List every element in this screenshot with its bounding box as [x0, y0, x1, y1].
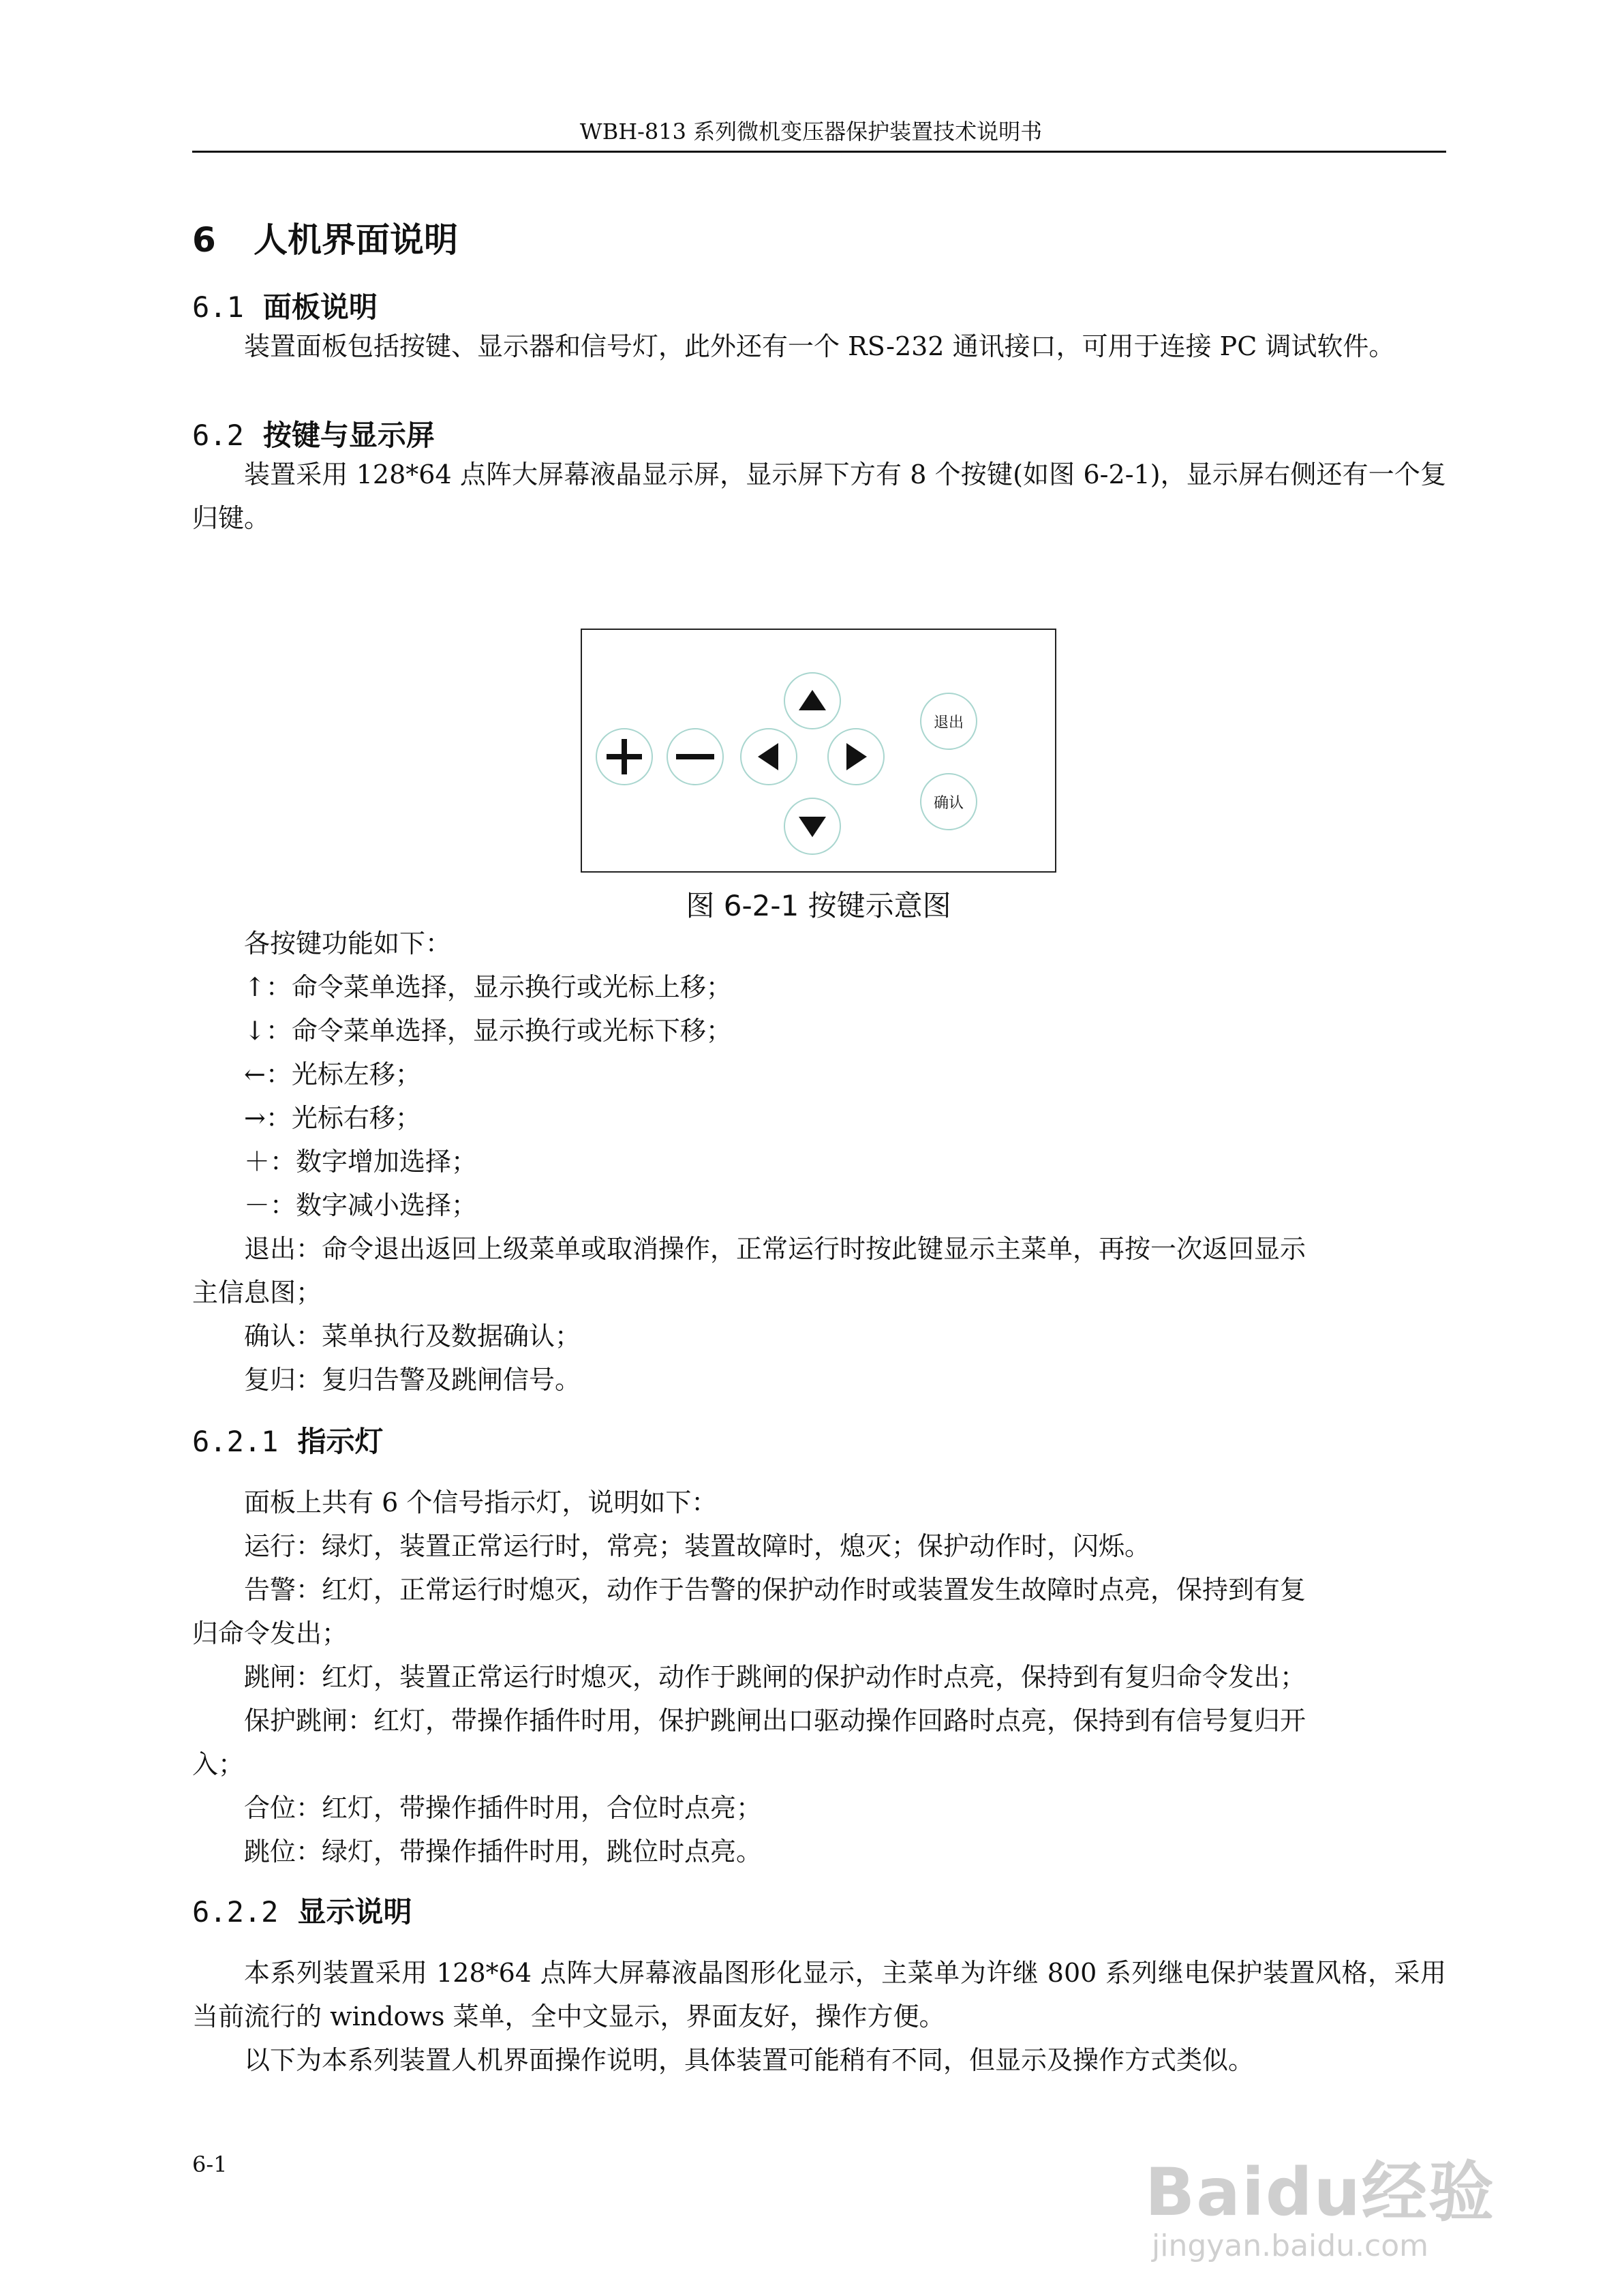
key-function-plus: ＋：数字增加选择； [244, 1147, 478, 1177]
key-function-exit-cont: 主信息图； [192, 1278, 322, 1308]
key-function-exit: 退出：命令退出返回上级菜单或取消操作，正常运行时按此键显示主菜单，再按一次返回显示 [244, 1234, 1306, 1264]
section-title: 指示灯 [297, 1425, 384, 1458]
indicator-open: 跳位：绿灯，带操作插件时用，跳位时点亮。 [244, 1837, 763, 1867]
right-key [827, 728, 885, 785]
key-function-up: ↑：命令菜单选择，显示换行或光标上移； [244, 972, 732, 1002]
section-6-2-heading [192, 413, 435, 454]
watermark-brand: Baidu经验 [1145, 2154, 1495, 2231]
indicator-run: 运行：绿灯，装置正常运行时，常亮；装置故障时，熄灭；保护动作时，闪烁。 [244, 1531, 1151, 1561]
figure-caption: 图 6-2-1 按键示意图 [686, 889, 951, 922]
section-title: 显示说明 [297, 1895, 412, 1929]
keypad-figure [581, 629, 1056, 873]
down-key [784, 798, 841, 855]
indicator-alarm: 告警：红灯，正常运行时熄灭，动作于告警的保护动作时或装置发生故障时点亮，保持到有复 [244, 1575, 1306, 1605]
indicator-protection-trip: 保护跳闸：红灯，带操作插件时用，保护跳闸出口驱动操作回路时点亮，保持到有信号复归开 [244, 1706, 1306, 1736]
arrow-up-icon [785, 674, 840, 728]
display-description-note: 以下为本系列装置人机界面操作说明，具体装置可能稍有不同，但显示及操作方式类似。 [244, 2045, 1255, 2075]
section-title: 按键与显示屏 [262, 419, 435, 452]
exit-key-label: 退出 [933, 714, 964, 731]
key-function-down: ↓：命令菜单选择，显示换行或光标下移； [244, 1016, 732, 1046]
chapter-title: 人机界面说明 [254, 220, 458, 260]
left-key [740, 728, 797, 785]
section-6-2-1-heading [192, 1419, 383, 1460]
arrow-right-icon [829, 729, 883, 784]
section-title: 面板说明 [262, 290, 378, 324]
indicator-closed: 合位：红灯，带操作插件时用，合位时点亮； [244, 1793, 763, 1823]
arrow-down-icon [785, 799, 840, 854]
header-title: WBH-813 系列微机变压器保护装置技术说明书 [579, 119, 1043, 145]
section-6-2-2-heading [192, 1890, 412, 1931]
indicator-trip: 跳闸：红灯，装置正常运行时熄灭，动作于跳闸的保护动作时点亮，保持到有复归命令发出； [244, 1662, 1306, 1692]
section-6-1-text: 装置面板包括按键、显示器和信号灯，此外还有一个 RS-232 通讯接口，可用于连接 PC 调试软件。 [244, 331, 1395, 361]
key-function-minus: －：数字减小选择； [244, 1190, 478, 1220]
key-function-left: ←：光标左移； [244, 1059, 421, 1089]
confirm-key [920, 773, 977, 830]
key-functions-intro: 各按键功能如下： [244, 928, 452, 958]
confirm-key-label: 确认 [933, 794, 964, 812]
key-function-reset: 复归：复归告警及跳闸信号。 [244, 1365, 581, 1395]
up-key [784, 672, 841, 729]
chapter-number: 6 [192, 220, 216, 260]
indicator-protection-trip-cont: 入； [192, 1749, 245, 1779]
section-number: 6.1 [192, 290, 244, 324]
plus-key [596, 728, 653, 785]
indicator-alarm-cont: 归命令发出； [192, 1618, 348, 1648]
exit-key [920, 693, 977, 750]
section-number: 6.2.1 [192, 1425, 279, 1458]
watermark-site: jingyan.baidu.com [1152, 2229, 1429, 2263]
indicator-intro: 面板上共有 6 个信号指示灯，说明如下： [244, 1487, 718, 1517]
key-function-right: →：光标右移； [244, 1103, 421, 1133]
section-6-2-text: 装置采用 128*64 点阵大屏幕液晶显示屏，显示屏下方有 8 个按键(如图 6-2-1)，显示屏右侧还有一个复归键。 [192, 459, 1446, 533]
minus-key [667, 728, 724, 785]
section-6-1-heading [192, 285, 378, 326]
plus-icon [597, 729, 652, 784]
key-function-confirm: 确认：菜单执行及数据确认； [244, 1321, 581, 1351]
arrow-left-icon [741, 729, 796, 784]
section-number: 6.2.2 [192, 1895, 279, 1929]
display-description: 本系列装置采用 128*64 点阵大屏幕液晶图形化显示，主菜单为许继 800 系列继电保护装置风格，采用当前流行的 windows 菜单，全中文显示，界面友好，操作方便。 [192, 1958, 1446, 2031]
page-number: 6-1 [192, 2151, 228, 2177]
chapter-heading [192, 213, 458, 262]
watermark [1145, 2141, 1495, 2263]
section-number: 6.2 [192, 419, 244, 452]
header-divider [192, 151, 1446, 153]
minus-icon [668, 729, 722, 784]
